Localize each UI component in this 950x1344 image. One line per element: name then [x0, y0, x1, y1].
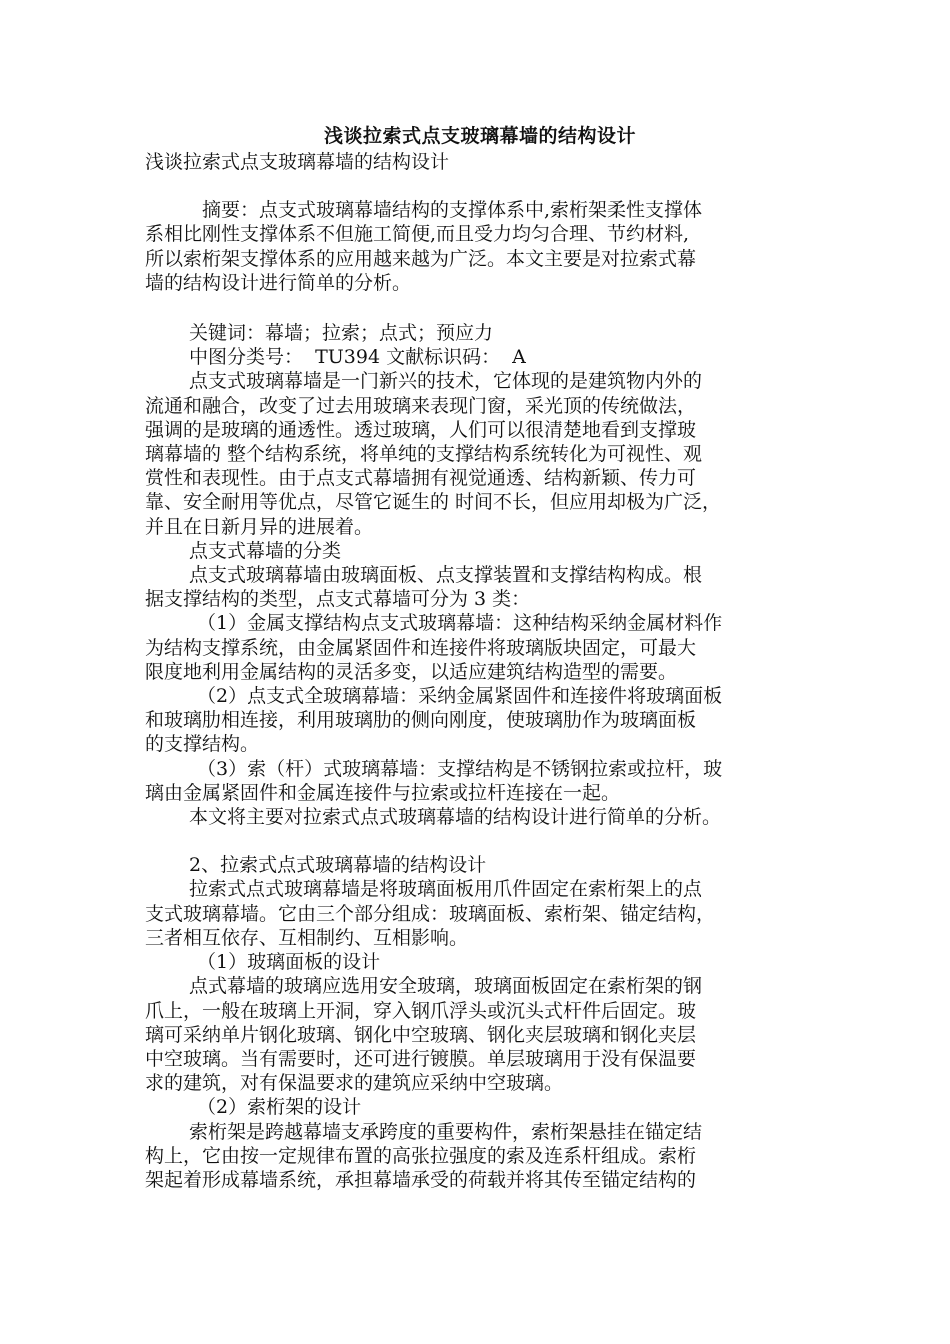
section2-line: 支式玻璃幕墙。它由三个部分组成：玻璃面板、索桁架、锚定结构， — [145, 902, 716, 925]
document-subtitle: 浅谈拉索式点支玻璃幕墙的结构设计 — [145, 151, 450, 173]
sub2-line: 架起着形成幕墙系统，承担幕墙承受的荷载并将其传至锚定结构的 — [145, 1168, 697, 1191]
type1-line: （1）金属支撑结构点支式玻璃幕墙：这种结构采纳金属材料作 — [197, 612, 723, 635]
type2-line: 的支撑结构。 — [145, 733, 260, 756]
section2-line: 三者相互依存、互相制约、互相影响。 — [145, 926, 469, 949]
classification-line: 点支式玻璃幕墙由玻璃面板、点支撑装置和支撑结构构成。根 — [189, 564, 703, 587]
classification-paragraph — [145, 563, 815, 611]
keywords-line: 关键词：幕墙；拉索；点式；预应力 — [189, 322, 494, 345]
abstract-line: 摘要：点支式玻璃幕墙结构的支撑体系中,索桁架柔性支撑体 — [202, 199, 703, 222]
intro-line: 点支式玻璃幕墙是一门新兴的技术，它体现的是建筑物内外的 — [189, 370, 703, 393]
sub1-line: 点式幕墙的玻璃应选用安全玻璃，玻璃面板固定在索桁架的钢 — [189, 975, 703, 998]
intro-line: 强调的是玻璃的通透性。透过玻璃，人们可以很清楚地看到支撑玻 — [145, 418, 697, 441]
classification-heading: 点支式幕墙的分类 — [189, 539, 342, 562]
abstract-paragraph — [145, 198, 815, 295]
blank-line — [145, 174, 815, 198]
type2-line: （2）点支式全玻璃幕墙：采纳金属紧固件和连接件将玻璃面板 — [197, 685, 723, 708]
intro-line: 靠、安全耐用等优点，尽管它诞生的 时间不长，但应用却极为广泛， — [145, 491, 722, 514]
type3-paragraph — [145, 757, 815, 805]
classification-code-line: 中图分类号： TU394 文献标识码： A — [189, 346, 526, 369]
sub1-paragraph — [145, 974, 815, 1095]
type1-paragraph — [145, 611, 815, 684]
intro-line: 璃幕墙的 整个结构系统，将单纯的支撑结构系统转化为可视性、观 — [145, 443, 703, 466]
type2-paragraph — [145, 684, 815, 757]
section2-line: 拉索式点式玻璃幕墙是将玻璃面板用爪件固定在索桁架上的点 — [189, 878, 703, 901]
abstract-line: 系相比刚性支撑体系不但施工简便,而且受力均匀合理、节约材料, — [145, 223, 690, 246]
type2-line: 和玻璃肋相连接，利用玻璃肋的侧向刚度，使玻璃肋作为玻璃面板 — [145, 709, 697, 732]
abstract-line: 墙的结构设计进行简单的分析。 — [145, 271, 412, 294]
sub2-line: 索桁架是跨越幕墙支承跨度的重要构件，索桁架悬挂在锚定结 — [189, 1120, 703, 1143]
abstract-line: 所以索桁架支撑体系的应用越来越为广泛。本文主要是对拉索式幕 — [145, 247, 697, 270]
type1-line: 限度地利用金属结构的灵活多变，以适应建筑结构造型的需要。 — [145, 660, 678, 683]
sub1-line: 璃可采纳单片钢化玻璃、钢化中空玻璃、钢化夹层玻璃和钢化夹层 — [145, 1023, 697, 1046]
sub2-heading: （2）索桁架的设计 — [197, 1096, 362, 1119]
sub1-heading: （1）玻璃面板的设计 — [197, 951, 381, 974]
intro-line: 赏性和表现性。由于点支式幕墙拥有视觉通透、结构新颖、传力可 — [145, 467, 697, 490]
type3-line: （3）索（杆）式玻璃幕墙：支撑结构是不锈钢拉索或拉杆，玻 — [197, 757, 723, 780]
document-title: 浅谈拉索式点支玻璃幕墙的结构设计 — [323, 125, 636, 147]
type1-line: 为结构支撑系统，由金属紧固件和连接件将玻璃版块固定，可最大 — [145, 636, 697, 659]
sub1-line: 求的建筑，对有保温要求的建筑应采纳中空玻璃。 — [145, 1072, 564, 1095]
intro-line: 流通和融合，改变了过去用玻璃来表现门窗，采光顶的传统做法， — [145, 394, 697, 417]
intro-paragraph — [145, 369, 815, 538]
intro-line: 并且在日新月异的进展着。 — [145, 515, 374, 538]
blank-line — [145, 829, 815, 853]
intro-closing-line: 本文将主要对拉索式点式玻璃幕墙的结构设计进行简单的分析。 — [189, 806, 722, 829]
sub1-line: 中空玻璃。当有需要时，还可进行镀膜。单层玻璃用于没有保温要 — [145, 1047, 697, 1070]
type3-line: 璃由金属紧固件和金属连接件与拉索或拉杆连接在一起。 — [145, 781, 621, 804]
sub2-line: 构上，它由按一定规律布置的高张拉强度的索及连系杆组成。索桁 — [145, 1144, 697, 1167]
sub2-paragraph — [145, 1120, 815, 1193]
document-body — [145, 122, 815, 1192]
blank-line — [145, 295, 815, 321]
classification-line: 据支撑结构的类型，点支式幕墙可分为 3 类： — [145, 588, 531, 611]
section2-paragraph — [145, 877, 815, 950]
sub1-line: 爪上，一般在玻璃上开洞，穿入钢爪浮头或沉头式杆件后固定。玻 — [145, 999, 697, 1022]
section2-heading: 2、拉索式点式玻璃幕墙的结构设计 — [189, 854, 487, 877]
